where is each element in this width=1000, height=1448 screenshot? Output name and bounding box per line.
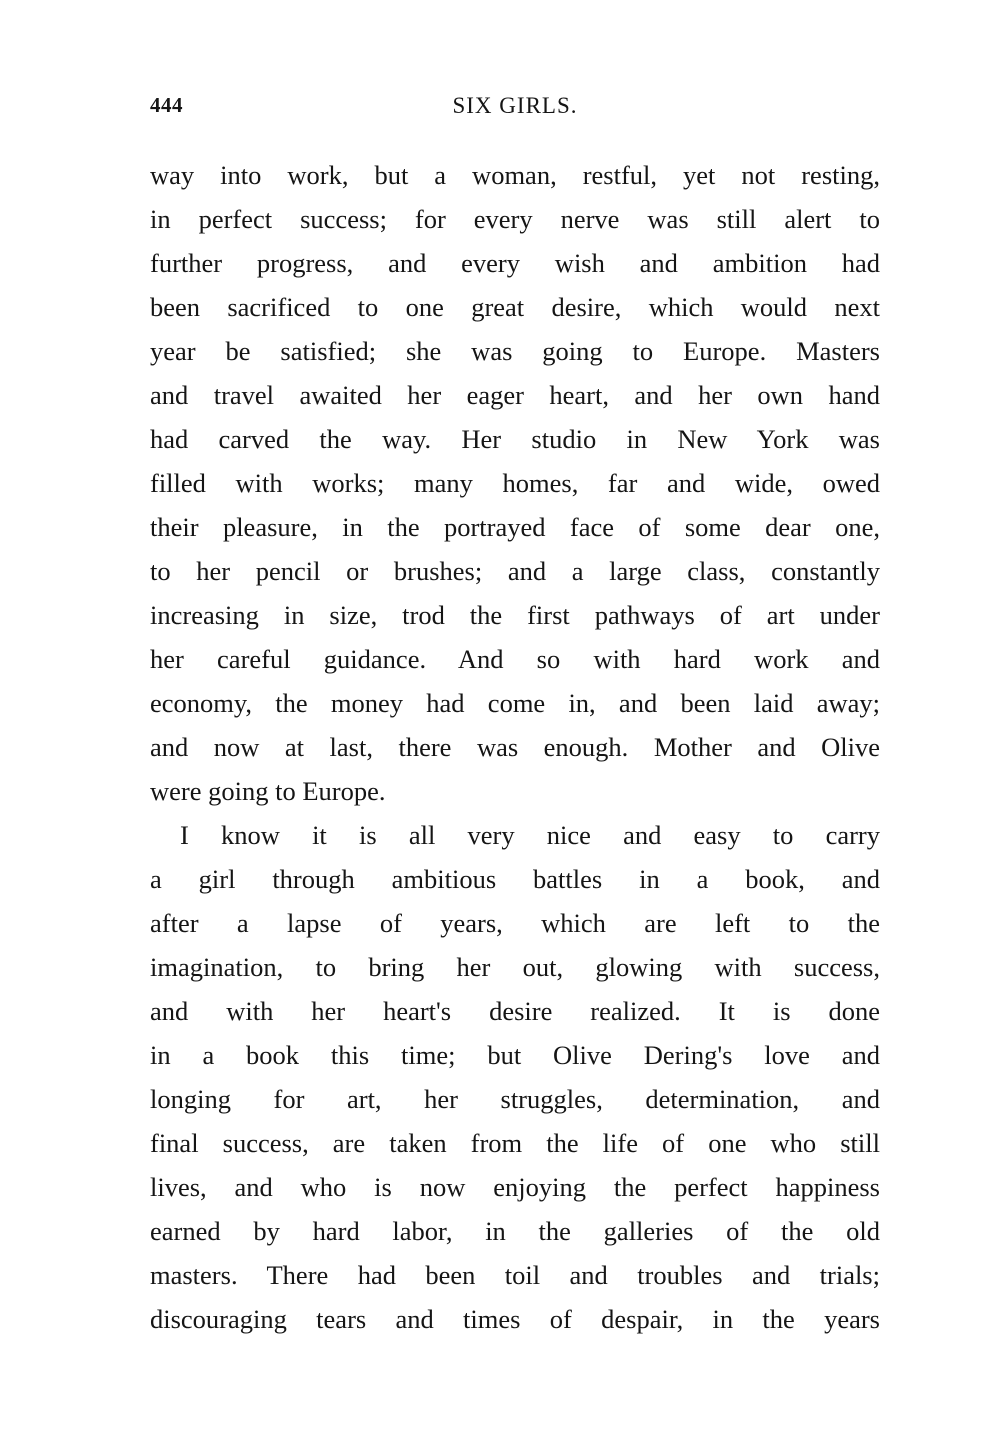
- page-number: 444: [150, 93, 183, 117]
- paragraph-continued: [150, 153, 880, 813]
- text-line: a girl through ambitious battles in a book, and: [150, 864, 880, 894]
- running-title: SIX GIRLS.: [452, 93, 578, 118]
- text-line: imagination, to bring her out, glowing with success,: [150, 952, 880, 982]
- text-line: lives, and who is now enjoying the perfect happiness: [150, 1172, 880, 1202]
- text-line: in perfect success; for every nerve was still alert to: [150, 204, 880, 234]
- text-line: longing for art, her struggles, determination, and: [150, 1084, 880, 1114]
- text-line: her careful guidance. And so with hard work and: [150, 644, 880, 674]
- text-line: masters. There had been toil and troubles and trials;: [150, 1260, 880, 1290]
- text-line: further progress, and every wish and ambition had: [150, 248, 880, 278]
- paragraph: [150, 813, 880, 1341]
- text-line: economy, the money had come in, and been laid away;: [150, 688, 880, 718]
- text-line: had carved the way. Her studio in New York was: [150, 424, 880, 454]
- text-line: in a book this time; but Olive Dering's love and: [150, 1040, 880, 1070]
- text-line: increasing in size, trod the first pathways of art under: [150, 600, 880, 630]
- text-line: were going to Europe.: [150, 776, 386, 806]
- text-line: final success, are taken from the life of one who still: [150, 1128, 880, 1158]
- text-line: filled with works; many homes, far and wide, owed: [150, 468, 880, 498]
- body-text: [150, 153, 880, 1341]
- text-line: year be satisfied; she was going to Europe. Masters: [150, 336, 880, 366]
- text-line: been sacrificed to one great desire, which would next: [150, 292, 880, 322]
- text-line: earned by hard labor, in the galleries of the old: [150, 1216, 880, 1246]
- text-line: and now at last, there was enough. Mother and Olive: [150, 732, 880, 762]
- text-line: I know it is all very nice and easy to carry: [180, 820, 880, 850]
- text-line: and travel awaited her eager heart, and her own hand: [150, 380, 880, 410]
- text-line: and with her heart's desire realized. It is done: [150, 996, 880, 1026]
- text-line: their pleasure, in the portrayed face of some dear one,: [150, 512, 880, 542]
- text-line: after a lapse of years, which are left to the: [150, 908, 880, 938]
- text-line: to her pencil or brushes; and a large class, constantly: [150, 556, 880, 586]
- running-head: [150, 93, 880, 125]
- text-line: discouraging tears and times of despair, in the years: [150, 1304, 880, 1334]
- text-line: way into work, but a woman, restful, yet not resting,: [150, 160, 880, 190]
